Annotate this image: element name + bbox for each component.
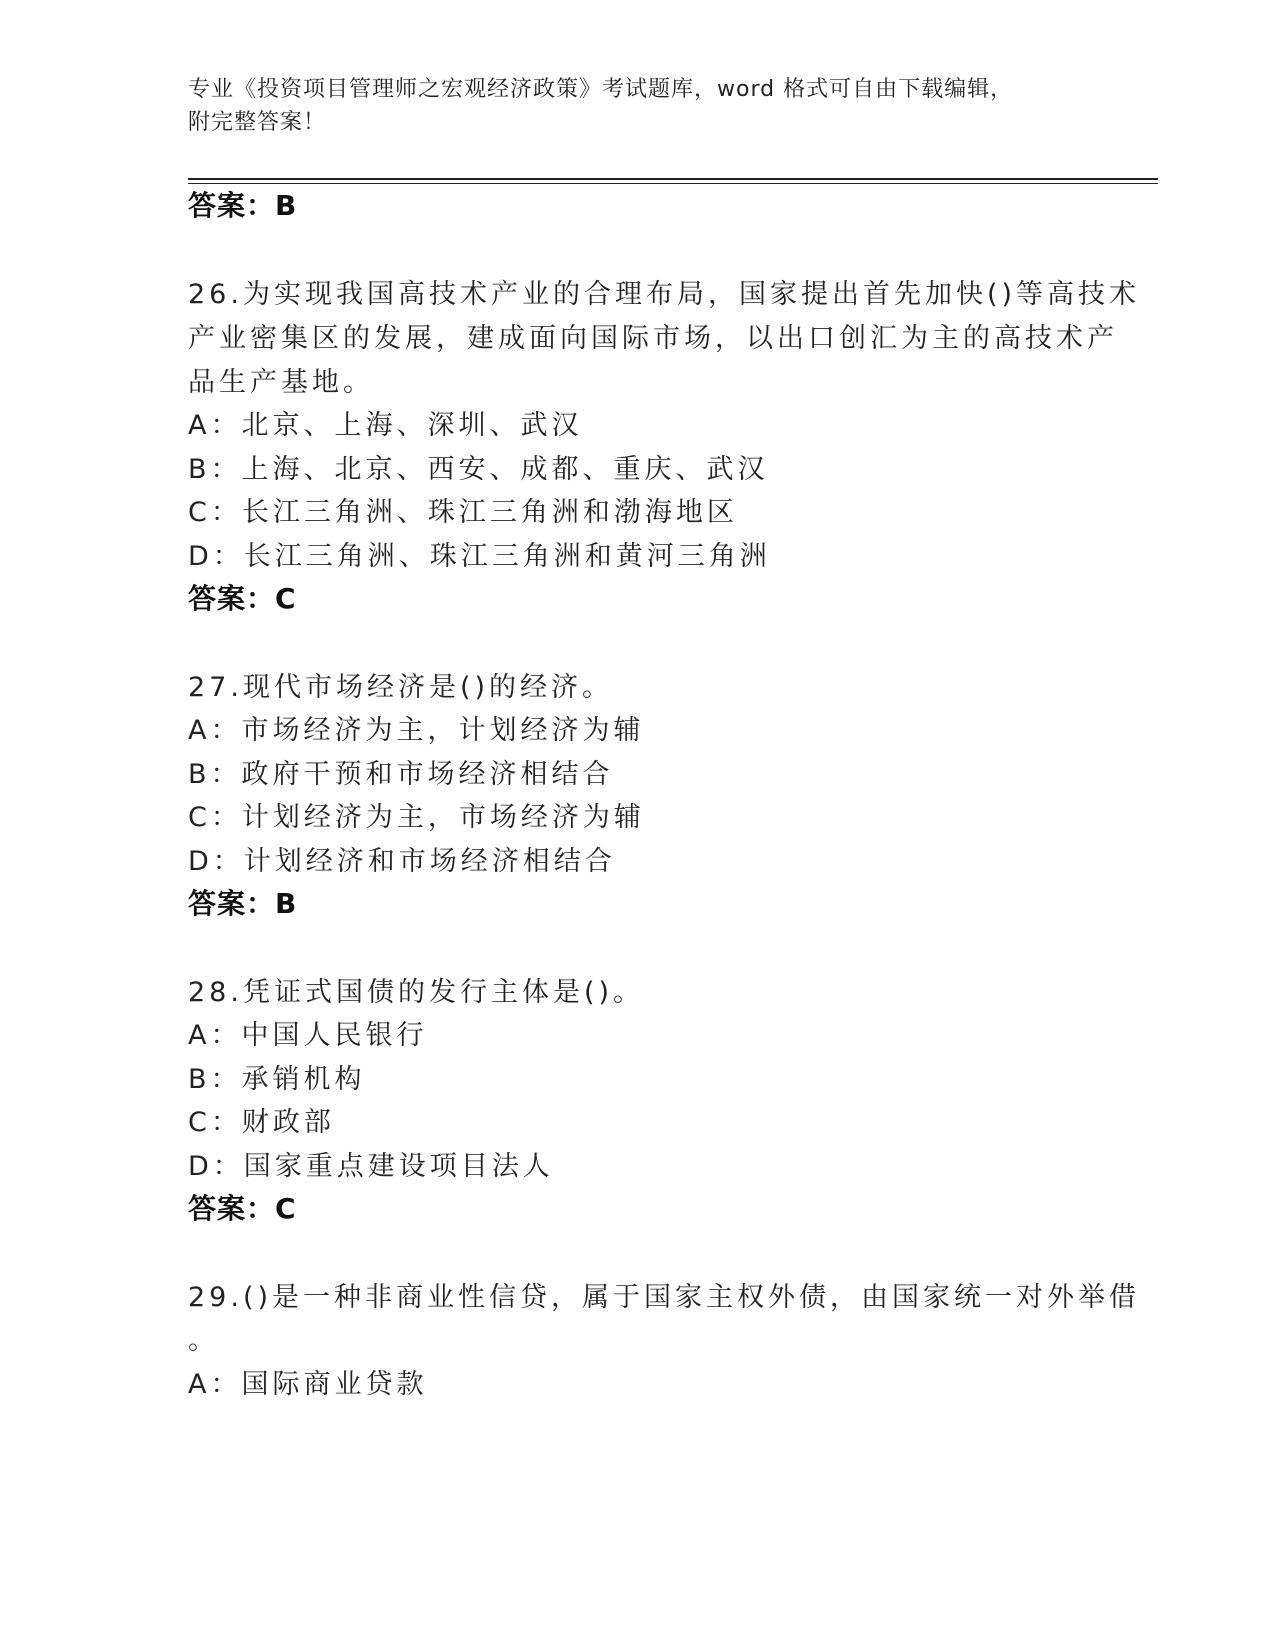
document-header xyxy=(188,73,1088,139)
option-a: A：市场经济为主，计划经济为辅 xyxy=(188,715,645,746)
option-b: B：政府干预和市场经济相结合 xyxy=(188,759,614,790)
option-b: B：上海、北京、西安、成都、重庆、武汉 xyxy=(188,454,769,485)
option-d: D：长江三角洲、珠江三角洲和黄河三角洲 xyxy=(188,541,771,572)
option-c: C：长江三角洲、珠江三角洲和渤海地区 xyxy=(188,497,738,528)
header-line-2: 附完整答案！ xyxy=(188,110,327,135)
answer: 答案：C xyxy=(188,1192,297,1225)
question-text-line: 。 xyxy=(188,1325,219,1356)
option-b: B：承销机构 xyxy=(188,1064,366,1095)
question-text-line: 产业密集区的发展，建成面向国际市场，以出口创汇为主的高技术产 xyxy=(188,323,1118,354)
question-text-line: 27.现代市场经济是()的经济。 xyxy=(188,672,614,703)
option-d: D：计划经济和市场经济相结合 xyxy=(188,846,616,877)
option-a: A：中国人民银行 xyxy=(188,1020,428,1051)
question-text-line: 28.凭证式国债的发行主体是()。 xyxy=(188,977,645,1008)
header-divider-thin xyxy=(188,183,1158,184)
option-d: D：国家重点建设项目法人 xyxy=(188,1151,554,1182)
option-a: A：北京、上海、深圳、武汉 xyxy=(188,410,583,441)
answer: 答案：B xyxy=(188,887,298,920)
answer-previous: 答案：B xyxy=(188,189,298,222)
header-divider-thick xyxy=(188,178,1158,180)
question-text-line: 29.()是一种非商业性信贷，属于国家主权外债，由国家统一对外举借 xyxy=(188,1282,1141,1313)
answer: 答案：C xyxy=(188,582,297,615)
option-c: C：财政部 xyxy=(188,1107,335,1138)
question-text-line: 品生产基地。 xyxy=(188,367,374,398)
question-text-line: 26.为实现我国高技术产业的合理布局，国家提出首先加快()等高技术 xyxy=(188,279,1141,310)
header-line-1: 专业《投资项目管理师之宏观经济政策》考试题库，word 格式可自由下载编辑， xyxy=(188,77,1014,102)
option-a: A：国际商业贷款 xyxy=(188,1369,428,1400)
option-c: C：计划经济为主，市场经济为辅 xyxy=(188,802,645,833)
